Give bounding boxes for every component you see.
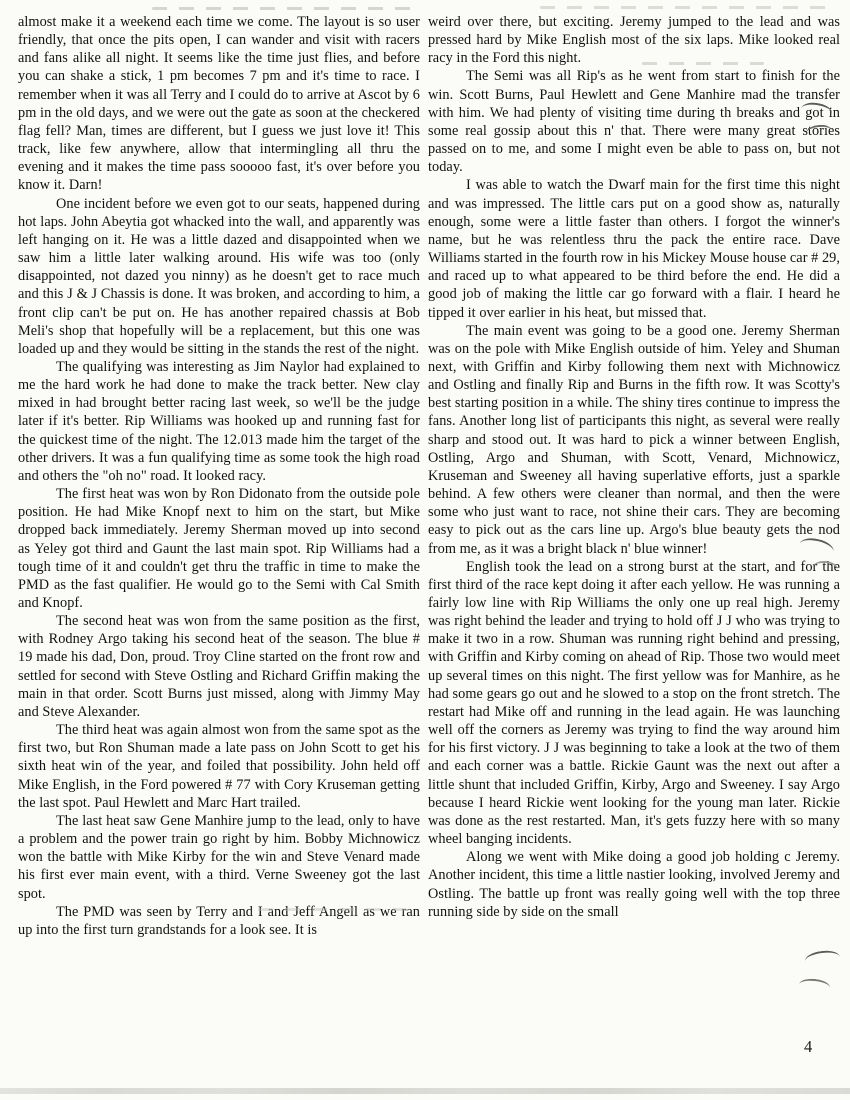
paragraph: The second heat was won from the same position as the first, with Rodney Argo taking his second heat of the season. The blue # 19 made his dad, Don, proud. Troy Cline started on the front row and settled for second with Steve Ostling and Richard Griffin making the main in that order. Scott Burns just missed, along with Jimmy May and Steve Alexander. xyxy=(18,613,420,720)
paragraph: The main event was going to be a good one. Jeremy Sherman was on the pole with Mike English outside of him. Yeley and Shuman next, with Griffin and Kirby following them next with Michnowicz and Ostling and finally Rip and Burns in the fifth row. It was Scotty's best starting position in a while. The shiny tires continue to impress the fans. Another long list of participants this night, as several were really sharp and stood out. It was hard to pick a winner between English, Ostling, Argo and Shuman, with Scott, Venard, Michnowicz, Kruseman and Sweeney all having superlative efforts, just a sparkle behind. A few others were cleaner than normal, and then the were some who just want to race, not shine their cars. They are becoming easy to pick out as the cars line up. Argo's blue beauty gets the nod from me, as it was a bright black n' blue winner! xyxy=(428,322,840,557)
scan-smudge xyxy=(540,6,832,9)
scan-curl-mark xyxy=(804,949,841,969)
scan-smudge xyxy=(152,7,418,10)
paragraph: The third heat was again almost won from the same spot as the first two, but Ron Shuman made a late pass on John Scott to get his sixth heat win of the year, and foiled that possibility. John held off Mike English, in the Ford powered # 77 with Cory Kruseman getting the last spot. Paul Hewlett and Marc Hart trailed. xyxy=(18,722,420,811)
paragraph: The last heat saw Gene Manhire jump to the lead, only to have a problem and the power train go right by him. Bobby Michnowicz won the battle with Mike Kirby for the win and Steve Venard made his first ever main event, with a third. Verne Sweeney got the last spot. xyxy=(18,812,420,902)
paragraph: The first heat was won by Ron Didonato from the outside pole position. He had Mike Knopf next to him on the start, but Mike dropped back immediately. Jeremy Sherman moved up into second as Yeley got third and Gaunt the last main spot. Rip Williams had a tough time of it and couldn't get thru the traffic in time to make the PMD as the fast qualifier. He would go to the Semi with Cal Smith and Knopf. xyxy=(18,486,420,611)
paragraph: Along we went with Mike doing a good job holding c Jeremy. Another incident, this time a little nastier looking, involved Jeremy and Ostling. The battle up front was really going well with the top three running side by side on the small xyxy=(428,849,840,920)
scan-smudge xyxy=(642,62,764,65)
page-number: 4 xyxy=(804,1037,813,1056)
right-column xyxy=(428,13,840,939)
scan-edge-band xyxy=(0,1088,850,1094)
paragraph: almost make it a weekend each time we come. The layout is so user friendly, that once the pits open, I can wander and visit with racers and fans alike all night. It seems like the time just flies, and before you can shake a stick, 1 pm becomes 7 pm and it's time to race. I remember when it was all Terry and I could do to arrive at Ascot by 6 pm in the old days, and we were out the gate as soon at the checkered flag fell? Man, times are different, but I guess we just love it! This track, like few anywhere, allow that intermingling all thru the evening and it makes the time pass sooooo fast, it's over before you know it. Darn! xyxy=(18,14,420,194)
scan-smudge xyxy=(258,908,406,911)
scan-curl-mark xyxy=(798,977,830,994)
paragraph: One incident before we even got to our seats, happened during hot laps. John Abeytia got whacked into the wall, and apparently was left hanging on it. He was a little dazed and disappointed when we saw him a little later walking around. His wife was too (only disappointed, not dazed you ninny) as he doesn't get to race much and this J & J Chassis is done. It was broken, and according to him, a front clip can't be put on. He has another repaired chassis at Bob Meli's shop that hopefully will be a replacement, but this one was loaded up and they would be sitting in the stands the rest of the night. xyxy=(18,195,420,357)
paragraph: weird over there, but exciting. Jeremy jumped to the lead and was pressed hard by Mike English most of the six laps. Mike looked real racy in the Ford this night. xyxy=(428,14,840,67)
paragraph: The qualifying was interesting as Jim Naylor had explained to me the hard work he had done to make the track better. New clay mixed in had brought better racing last week, so we'll be the judge later if it's better. Rip Williams was hooked up and running fast for the quickest time of the night. The 12.013 made him the target of the other drivers. It was a fun qualifying time as some took the high road and others the "oh no" road. It looked racy. xyxy=(18,358,420,484)
paragraph: I was able to watch the Dwarf main for the first time this night and was impressed. The little cars put on a good show as, naturally enough, some were a little faster than others. I forgot the winner's name, but he was relentless thru the pack the entire race. Dave Williams started in the fourth row in his Mickey Mouse house car # 29, and raced up to what appeared to be third before the end. He did a good job of making the little car go forward with a flair. I heard he tipped it over earlier in his heat, but missed that. xyxy=(428,177,840,321)
paragraph: The Semi was all Rip's as he went from start to finish for the win. Scott Burns, Paul Hewlett and Gene Manhire mad the transfer with him. We had plenty of visiting time during th breaks and got in some real gossip about this n' that. There were many great stories passed on to me, and some I might even be able to pass on, but not today. xyxy=(428,68,840,176)
paragraph: The PMD was seen by Terry and I and Jeff Angell as we ran up into the first turn grandstands for a look see. It is xyxy=(18,903,420,938)
paragraph: English took the lead on a strong burst at the start, and for the first third of the race kept doing it after each yellow. He was running a fairly low line with Rip Williams the only one up real high. Jeremy was right behind the leader and trying to hold off J J who was trying to make it two in a row. Shuman was running right behind and pressing, with Griffin and Kirby coming on ahead of Rip. Those two would meet up several times on this night. The first yellow was for Manhire, as he had some gears go out and he slowed to a stop on the front stretch. The restart had Mike off and running in the lead again. He was launching well off the corners as Jeremy was trying to find the way around him for his first victory. J J was beginning to take a look at the two of them and each corner was a battle. Rickie Gaunt was the next out after a little shunt that included Griffin, Kirby, Argo and Sweeney. I say Argo because I heard Rickie went looking for the young man later. Rickie was done as the rest restarted. Man, it's gets fuzzy here with so many wheel banging incidents. xyxy=(428,558,840,848)
left-column xyxy=(18,13,420,939)
